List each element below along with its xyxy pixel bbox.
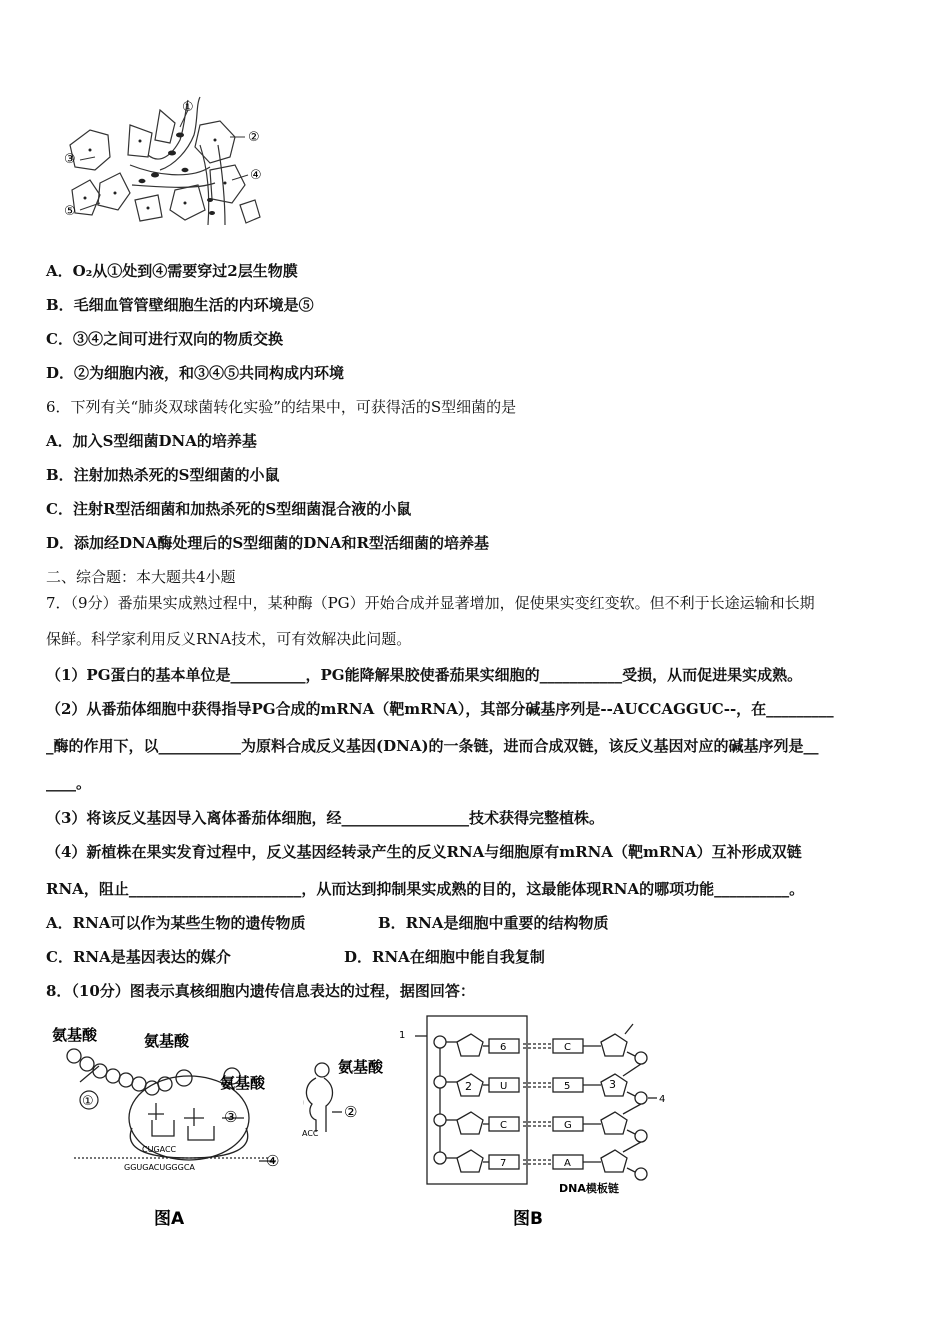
figa-num-2: ②	[344, 1103, 358, 1121]
q6-option-d: D．添加经DNA酶处理后的S型细菌的DNA和R型活细菌的培养基	[46, 534, 490, 552]
figa-num-1: ①	[82, 1094, 94, 1109]
figb-left-base-4: 7	[500, 1158, 507, 1169]
q7-stem-line1: 7．（9分）番茄果实成熟过程中，某种酶（PG）开始合成并显著增加，促使果实变红变软。但不利于长途运输和长期	[46, 594, 815, 612]
q7-option-b: B．RNA是细胞中重要的结构物质	[378, 914, 609, 932]
q7-part4-line2: RNA，阻止_______________________，从而达到抑制果实成熟的目的，这最能体现RNA的哪项功能__________。	[46, 880, 805, 898]
label-2: ②	[248, 130, 260, 145]
figure-b-dna-structure	[395, 1012, 685, 1237]
figure-a-free-trna	[290, 1050, 405, 1140]
figa-amino-2: 氨基酸	[144, 1032, 190, 1050]
label-4: ④	[250, 168, 262, 183]
figb-left-base-1: 6	[500, 1042, 507, 1053]
figb-num-4: 4	[659, 1094, 666, 1105]
figb-dna-label: DNA模板链	[559, 1182, 619, 1195]
q7-stem-line2: 保鲜。科学家利用反义RNA技术，可有效解决此问题。	[46, 630, 412, 648]
q5-option-a: A．O₂从①处到④需要穿过2层生物膜	[46, 262, 298, 280]
q6-option-a: A．加入S型细菌DNA的培养基	[46, 432, 257, 450]
q7-option-c: C．RNA是基因表达的媒介	[46, 948, 231, 966]
q5-option-c: C．③④之间可进行双向的物质交换	[46, 330, 283, 348]
tissue-capillary-figure	[60, 95, 280, 230]
q7-option-a: A．RNA可以作为某些生物的遗传物质	[46, 914, 306, 932]
q7-part3: （3）将该反义基因导入离体番茄体细胞，经_________________技术获得完整植株。	[46, 809, 604, 827]
q7-part2-line3: ____。	[46, 774, 92, 792]
figb-left-base-2: U	[500, 1081, 508, 1092]
figure-a-translation	[44, 1018, 304, 1233]
figb-num-3: 3	[609, 1078, 616, 1091]
q5-option-d: D．②为细胞内液，和③④⑤共同构成内环境	[46, 364, 345, 382]
q7-part4-line1: （4）新植株在果实发育过程中，反义基因经转录产生的反义RNA与细胞原有mRNA（靶mRNA）互补形成双链	[46, 843, 802, 861]
q6-option-b: B．注射加热杀死的S型细菌的小鼠	[46, 466, 280, 484]
label-3: ③	[64, 152, 76, 167]
figa-acc: ACC	[302, 1129, 319, 1138]
q5-option-b: B．毛细血管管壁细胞生活的内环境是⑤	[46, 296, 314, 314]
section-heading: 二、综合题：本大题共4小题	[46, 568, 236, 586]
figb-right-base-1: C	[564, 1042, 571, 1053]
q8-stem: 8．（10分）图表示真核细胞内遗传信息表达的过程，据图回答：	[46, 982, 475, 1000]
q7-part1: （1）PG蛋白的基本单位是__________，PG能降解果胶使番茄果实细胞的___________受损，从而促进果实成熟。	[46, 666, 803, 684]
figa-mrna-seq: GGUGACUGGGCA	[124, 1163, 195, 1172]
figb-left-base-3: C	[500, 1120, 507, 1131]
q6-stem: 6．下列有关“肺炎双球菌转化实验”的结果中，可获得活的S型细菌的是	[46, 398, 517, 416]
label-1: ①	[182, 100, 194, 115]
label-5: ⑤	[64, 204, 76, 219]
figa-amino-3: 氨基酸	[220, 1074, 266, 1092]
figb-right-base-3: G	[564, 1120, 572, 1131]
q7-option-d: D．RNA在细胞中能自我复制	[344, 948, 545, 966]
figb-caption: 图B	[513, 1209, 543, 1229]
figb-right-base-4: A	[564, 1158, 571, 1169]
figb-right-base-2: 5	[564, 1081, 571, 1092]
figa-amino-4: 氨基酸	[338, 1058, 384, 1076]
figb-num-1: 1	[399, 1030, 406, 1041]
figa-num-4: ④	[266, 1152, 280, 1170]
figa-amino-1: 氨基酸	[52, 1026, 98, 1044]
figb-num-2: 2	[465, 1080, 472, 1093]
q7-part2-line2: _酶的作用下，以___________为原料合成反义基因(DNA)的一条链，进而合成双链，该反义基因对应的碱基序列是__	[46, 737, 819, 755]
q7-part2-line1: （2）从番茄体细胞中获得指导PG合成的mRNA（靶mRNA），其部分碱基序列是--AUCCAGGUC--，在_________	[46, 700, 834, 718]
q6-option-c: C．注射R型活细菌和加热杀死的S型细菌混合液的小鼠	[46, 500, 412, 518]
figa-caption: 图A	[154, 1209, 185, 1229]
figa-num-3: ③	[224, 1108, 238, 1126]
figa-anticodon: CUGACC	[142, 1145, 177, 1154]
